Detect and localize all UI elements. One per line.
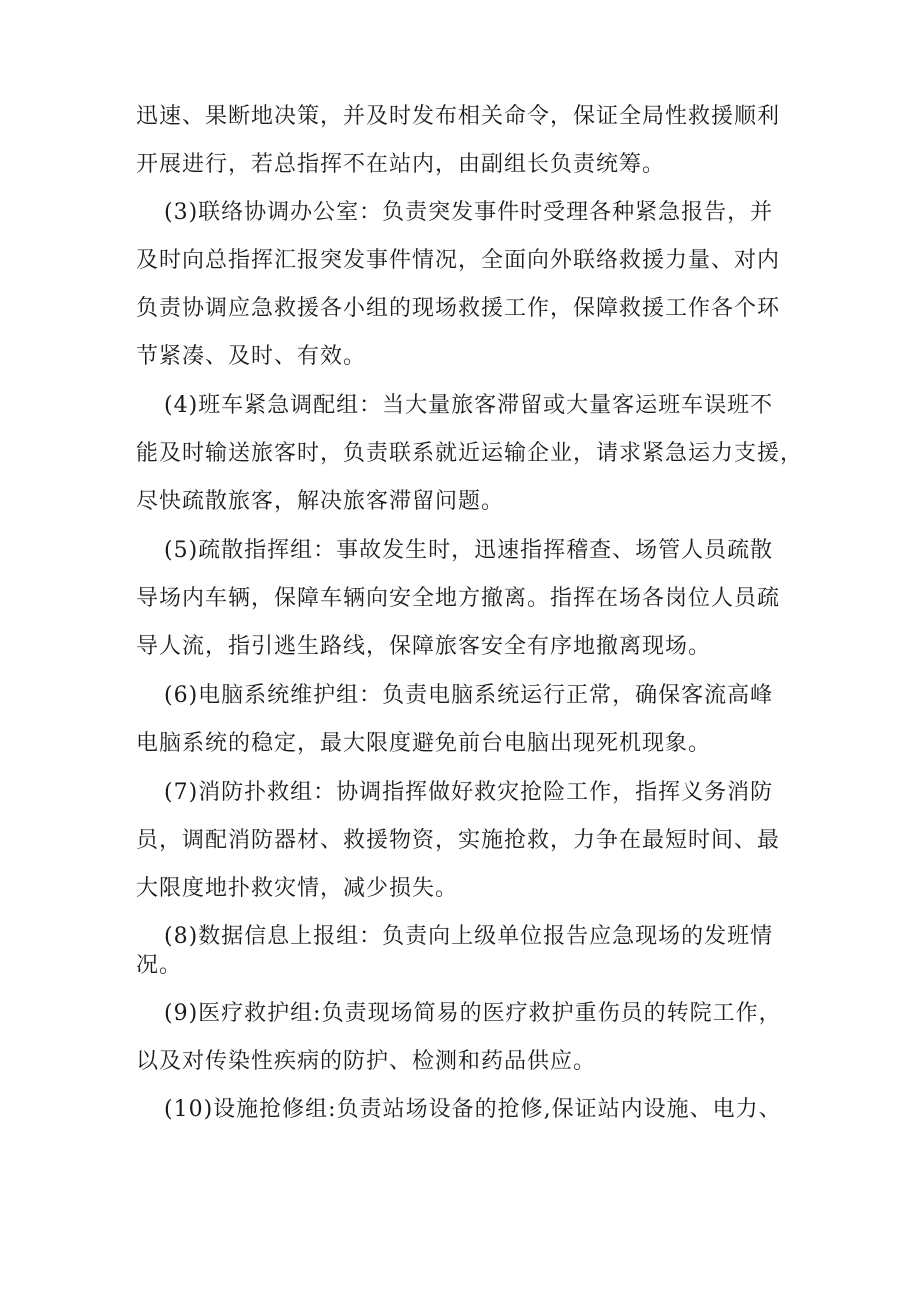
- text-line: 迅速、果断地决策，并及时发布相关命令，保证全局性救援顺利: [136, 104, 781, 129]
- text-line: 员，调配消防器材、救援物资，实施抢救，力争在最短时间、最: [136, 828, 781, 853]
- text-line: 以及对传染性疾病的防护、检测和药品供应。: [136, 1049, 597, 1074]
- text-line: (7)消防扑救组：协调指挥做好救灾抢险工作，指挥义务消防: [164, 780, 774, 805]
- text-line: (8)数据信息上报组：负责向上级单位报告应急现场的发班情: [164, 924, 774, 949]
- text-line: 节紧凑、及时、有效。: [136, 344, 367, 369]
- text-line: 开展进行，若总指挥不在站内，由副组长负责统筹。: [136, 152, 666, 177]
- text-line: (4)班车紧急调配组：当大量旅客滞留或大量客运班车误班不: [164, 393, 774, 418]
- text-line: 大限度地扑救灾情，减少损失。: [136, 876, 459, 901]
- text-line: 导场内车辆，保障车辆向安全地方撤离。指挥在场各岗位人员疏: [136, 586, 781, 611]
- text-line: 导人流，指引逃生路线，保障旅客安全有序地撤离现场。: [136, 634, 712, 659]
- text-line: (9)医疗救护组:负责现场简易的医疗救护重伤员的转院工作，: [164, 1001, 782, 1026]
- text-line: (6)电脑系统维护组：负责电脑系统运行正常，确保客流高峰: [164, 683, 774, 708]
- text-line: 电脑系统的稳定，最大限度避免前台电脑出现死机现象。: [136, 731, 712, 756]
- text-line: (10)设施抢修组:负责站场设备的抢修,保证站内设施、电力、: [164, 1097, 782, 1122]
- text-line: 负责协调应急救援各小组的现场救援工作，保障救援工作各个环: [136, 296, 781, 321]
- text-line: 尽快疏散旅客，解决旅客滞留问题。: [136, 489, 505, 514]
- text-line: 况。: [136, 953, 183, 978]
- text-line: 及时向总指挥汇报突发事件情况，全面向外联络救援力量、对内: [136, 248, 781, 273]
- text-line: 能及时输送旅客时，负责联系就近运输企业，请求紧急运力支援，: [136, 441, 804, 466]
- text-line: (5)疏散指挥组：事故发生时，迅速指挥稽查、场管人员疏散: [164, 538, 774, 563]
- text-line: (3)联络协调办公室：负责突发事件时受理各种紧急报告，并: [164, 200, 774, 225]
